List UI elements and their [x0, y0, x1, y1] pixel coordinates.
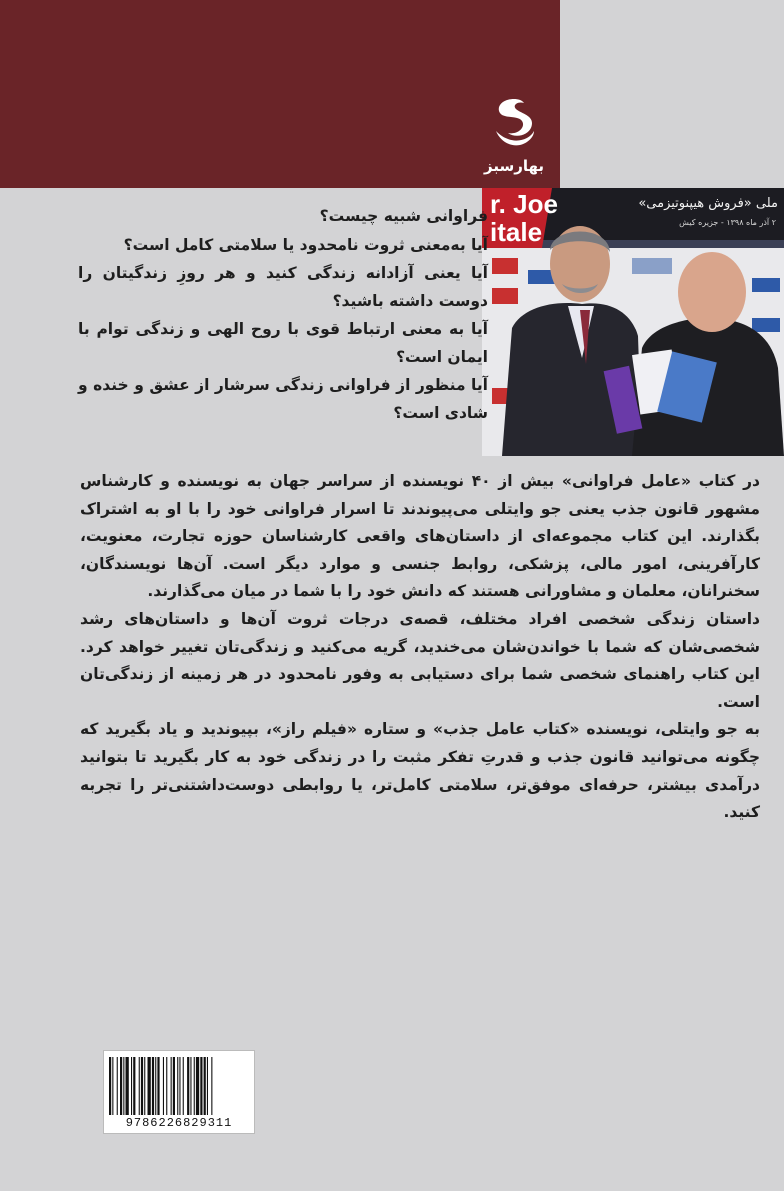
barcode-bar — [144, 1057, 145, 1115]
barcode-bar — [155, 1057, 156, 1115]
description-block — [80, 468, 760, 827]
barcode-bar — [117, 1057, 118, 1115]
barcode-bar — [131, 1057, 132, 1115]
questions-block — [78, 203, 488, 428]
barcode-bar — [112, 1057, 113, 1115]
author-photo — [482, 188, 784, 456]
paragraph-3: به جو وایتلی، نویسنده «کتاب عامل جذب» و ستاره «فیلم راز»، بپیوندید و یاد بگیرید که چگونه می‌توانید قانون جذب و قدرتِ تفکر مثبت را در زندگی خود به کار بگیرید تا بتوانید درآمدی بیشتر، حرفه‌ای موفق‌تر، سلامتی کامل‌تر، یا روابطی دوست‌داشتنی‌تر را تجربه کنید. — [80, 720, 760, 822]
barcode-bar — [177, 1057, 178, 1115]
barcode-bar — [133, 1057, 135, 1115]
paragraph-2: داستان زندگی شخصی افراد مختلف، قصه‌ی درجات ثروت آن‌ها و داستان‌های رشد شخصی‌شان که شما با خواندن‌شان می‌خندید، گریه می‌کنید و زندگی‌تان تغییر خواهد کرد. این کتاب راهنمای شخصی شما برای دستیابی به وفور نامحدود در هر زمینه از زندگی‌تان است. — [80, 609, 760, 711]
publisher-logo-icon — [478, 95, 550, 153]
paragraph-1: در کتاب «عامل فراوانی» بیش از ۴۰ نویسنده از سراسر جهان به نویسنده و کارشناس مشهور قانون جذب یعنی جو وایتلی می‌پیوندند تا اسرار فراوانی خود را با او به اشتراک بگذارند. این کتاب مجموعه‌ای از داستان‌های واقعی کارشناسان حوزه تجارت، معنویت، کارآفرینی، امور مالی، پزشکی، روابط جنسی و موارد دیگر است. آن‌ها نویسندگان، سخنرانان، معلمان و مشاورانی هستند که دانش خود را با شما در میان می‌گذارند. — [80, 472, 760, 601]
barcode-bar — [166, 1057, 167, 1115]
banner-title: ملی «فروش هیپنوتیزمی» — [638, 196, 778, 211]
barcode-bar — [190, 1057, 191, 1115]
question-2: آیا به‌معنی ثروت نامحدود یا سلامتی کامل است؟ — [123, 235, 488, 254]
question-5: آیا منظور از فراوانی زندگی سرشار از عشق و خنده و شادی است؟ — [78, 376, 488, 422]
barcode-bar — [126, 1057, 129, 1115]
barcode-bar — [187, 1057, 189, 1115]
question-3: آیا یعنی آزادانه زندگی کنید و هر روزِ زندگیتان را دوست داشته باشید؟ — [78, 264, 488, 310]
barcode-bar — [171, 1057, 172, 1115]
barcode-bar — [204, 1057, 206, 1115]
barcode-bar — [194, 1057, 195, 1115]
barcode-bar — [179, 1057, 180, 1115]
barcode-bar — [196, 1057, 199, 1115]
barcode-bar — [148, 1057, 151, 1115]
barcode-bar — [211, 1057, 212, 1115]
barcode-bar — [163, 1057, 164, 1115]
question-4: آیا به معنی ارتباط قوی با روح الهی و زندگی توام با ایمان است؟ — [78, 320, 488, 366]
barcode-bar — [139, 1057, 140, 1115]
banner-name — [490, 190, 558, 246]
barcode-bar — [120, 1057, 122, 1115]
banner-date: ۲ آذر ماه ۱۳۹۸ - جزیره کیش — [679, 218, 776, 227]
publisher-name: بهارسبز — [483, 157, 544, 175]
question-1: فراوانی شبیه چیست؟ — [319, 207, 488, 225]
barcode-bar — [152, 1057, 154, 1115]
barcode-bar — [200, 1057, 202, 1115]
barcode-bar — [109, 1057, 111, 1115]
banner-name-text: r. Joe itale — [490, 189, 558, 247]
barcode-bar — [173, 1057, 175, 1115]
barcode-bar — [157, 1057, 159, 1115]
top-color-band — [0, 0, 560, 188]
barcode-bar — [141, 1057, 143, 1115]
barcode-bar — [123, 1057, 124, 1115]
barcode-bar — [183, 1057, 184, 1115]
barcode-bars — [109, 1057, 249, 1115]
isbn-barcode — [103, 1050, 255, 1134]
isbn-number: 9786226829311 — [125, 1116, 233, 1130]
barcode-bar — [207, 1057, 208, 1115]
publisher-logo — [478, 95, 550, 175]
